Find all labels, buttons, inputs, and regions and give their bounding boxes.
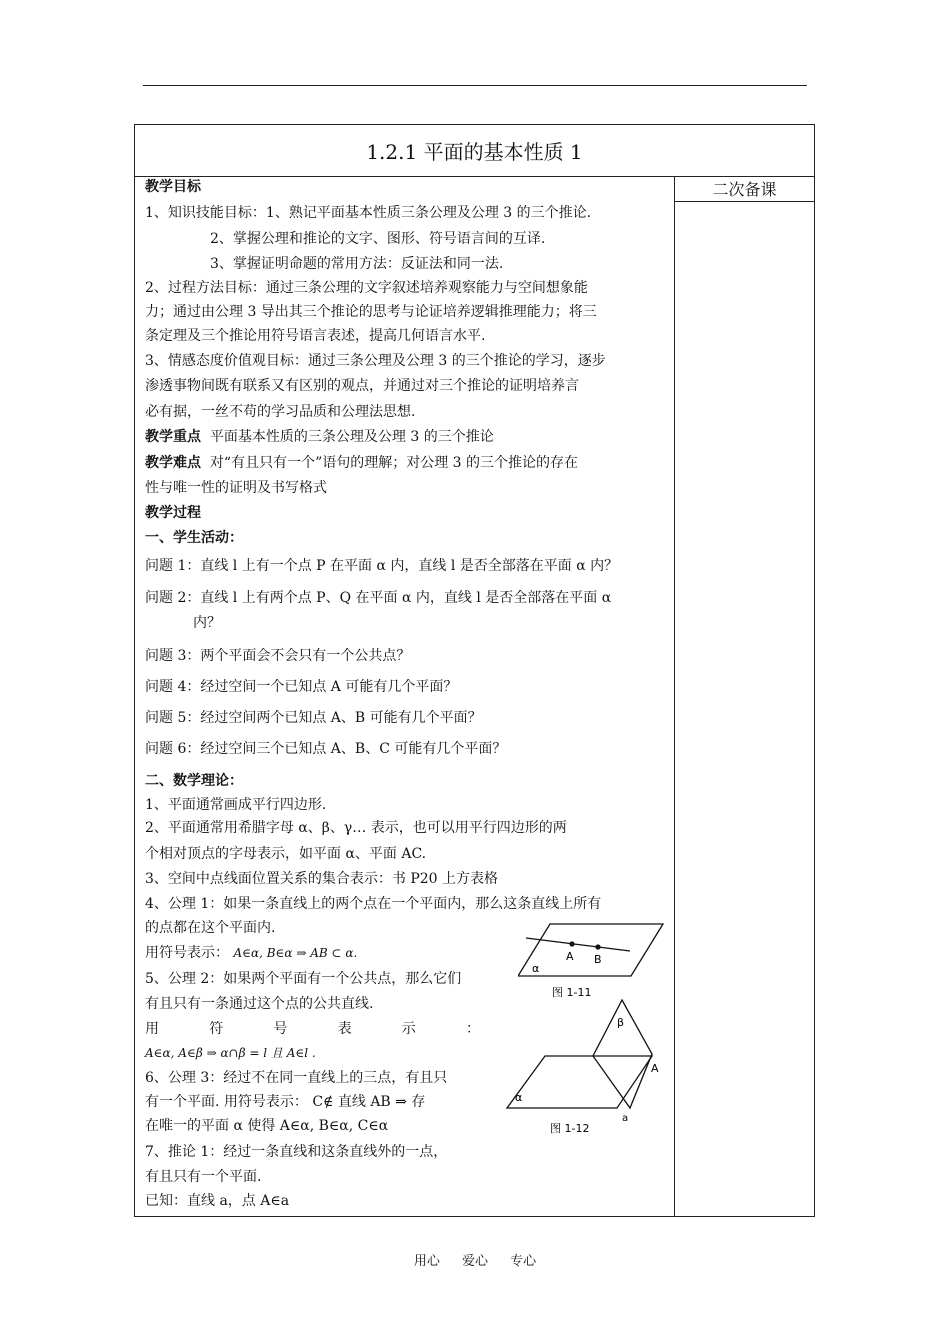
theory-1: 1、平面通常画成平行四边形. bbox=[145, 797, 327, 813]
question-3: 问题 3：两个平面会不会只有一个公共点？ bbox=[145, 648, 411, 664]
spread-char: 符 bbox=[209, 1021, 224, 1037]
theory-2-cont: 个相对顶点的字母表示，如平面 α、平面 AC. bbox=[145, 846, 427, 862]
goal-line-4: 2、过程方法目标：通过三条公理的文字叙述培养观察能力与空间想象能 bbox=[145, 280, 588, 296]
figure-1-12 bbox=[505, 998, 670, 1138]
axiom-3-cont-2: 在唯一的平面 α 使得 A∈α, B∈α, C∈α bbox=[145, 1118, 389, 1134]
difficulty-label: 教学难点 bbox=[145, 455, 201, 471]
goal-line-5: 力；通过由公理 3 导出其三个推论的思考与论证培养逻辑推理能力；将三 bbox=[145, 304, 597, 320]
spread-char: 表 bbox=[337, 1021, 352, 1037]
caption: 图 1-12 bbox=[550, 1122, 590, 1135]
question-5: 问题 5：经过空间两个已知点 A、B 可能有几个平面？ bbox=[145, 710, 482, 726]
point-a bbox=[569, 941, 574, 946]
axiom2-symbol-expr: A∈α, A∈β ⇒ α∩β = l 且 A∈l . bbox=[145, 1046, 316, 1060]
theory-2: 2、平面通常用希腊字母 α、β、γ… 表示，也可以用平行四边形的两 bbox=[145, 820, 567, 836]
label-alpha: α bbox=[515, 1091, 523, 1104]
label-b: B bbox=[594, 953, 602, 966]
goal-line-6: 条定理及三个推论用符号语言表述，提高几何语言水平. bbox=[145, 328, 486, 344]
axiom-2: 5、公理 2：如果两个平面有一个公共点，那么它们 bbox=[145, 971, 462, 987]
axiom-3: 6、公理 3：经过不在同一直线上的三点，有且只 bbox=[145, 1070, 448, 1086]
goal-line-7: 3、情感态度价值观目标：通过三条公理及公理 3 的三个推论的学习，逐步 bbox=[145, 353, 606, 369]
axiom2-symbol-label bbox=[145, 1018, 480, 1040]
axiom-2-cont: 有且只有一条通过这个点的公共直线. bbox=[145, 996, 374, 1012]
axiom1-symbol-label: 用符号表示： bbox=[145, 945, 229, 961]
label-a: A bbox=[566, 950, 574, 963]
theory-3: 3、空间中点线面位置关系的集合表示：书 P20 上方表格 bbox=[145, 871, 499, 887]
column-divider bbox=[674, 176, 675, 1216]
plane-alpha bbox=[507, 1056, 652, 1108]
section-math-theory: 二、数学理论： bbox=[145, 773, 243, 789]
goal-line-1: 1、知识技能目标：1、熟记平面基本性质三条公理及公理 3 的三个推论. bbox=[145, 205, 592, 221]
point-b bbox=[595, 944, 600, 949]
difficulty-text: 对“有且只有一个”语句的理解；对公理 3 的三个推论的存在 bbox=[209, 455, 579, 471]
key-points bbox=[145, 426, 494, 448]
side-column-header: 二次备课 bbox=[675, 176, 814, 202]
caption: 图 1-11 bbox=[552, 986, 592, 999]
spread-char: 号 bbox=[273, 1021, 288, 1037]
figure-1-11 bbox=[518, 918, 668, 1000]
label-a-point: A bbox=[651, 1062, 659, 1075]
difficulty-line-1 bbox=[145, 452, 578, 474]
corollary-1: 7、推论 1：经过一条直线和这条直线外的一点， bbox=[145, 1144, 448, 1160]
page-footer: 用心 爱心 专心 bbox=[413, 1254, 537, 1269]
corollary-1-cont: 有且只有一个平面. bbox=[145, 1169, 262, 1185]
spread-char: ： bbox=[465, 1021, 480, 1037]
key-label: 教学重点 bbox=[145, 429, 201, 445]
theory-4-cont: 的点都在这个平面内. bbox=[145, 920, 276, 936]
page-title: 1.2.1 平面的基本性质 1 bbox=[135, 125, 814, 177]
label-beta: β bbox=[617, 1016, 625, 1029]
question-2: 问题 2：直线 l 上有两个点 P、Q 在平面 α 内，直线 l 是否全部落在平面 α bbox=[145, 590, 612, 606]
question-2-cont: 内？ bbox=[193, 615, 221, 631]
spread-char: 用 bbox=[145, 1021, 159, 1037]
question-4: 问题 4：经过空间一个已知点 A 可能有几个平面？ bbox=[145, 679, 458, 695]
line-ab bbox=[526, 938, 630, 951]
goals-heading: 教学目标 bbox=[145, 179, 201, 195]
axiom1-symbol-expr: A∈α, B∈α ⇒ AB ⊂ α. bbox=[233, 946, 358, 960]
corollary-1-given: 已知：直线 a，点 A∈a bbox=[145, 1193, 290, 1209]
axiom-3-cont: 有一个平面. 用符号表示： C∉ 直线 AB ⇒ 存 bbox=[145, 1094, 426, 1110]
plane-parallelogram bbox=[518, 924, 663, 976]
question-1: 问题 1：直线 l 上有一个点 P 在平面 α 内，直线 l 是否全部落在平面 α 内？ bbox=[145, 558, 619, 574]
process-heading: 教学过程 bbox=[145, 505, 201, 521]
goal-line-9: 必有据，一丝不苟的学习品质和公理法思想. bbox=[145, 404, 416, 420]
spread-char: 示 bbox=[401, 1021, 416, 1037]
question-6: 问题 6：经过空间三个已知点 A、B、C 可能有几个平面？ bbox=[145, 741, 507, 757]
difficulty-line-2: 性与唯一性的证明及书写格式 bbox=[145, 480, 327, 496]
label-alpha: α bbox=[532, 962, 540, 975]
header-rule bbox=[143, 85, 807, 86]
key-text: 平面基本性质的三条公理及公理 3 的三个推论 bbox=[209, 429, 494, 445]
goal-line-2: 2、掌握公理和推论的文字、图形、符号语言间的互译. bbox=[210, 231, 546, 247]
axiom1-symbol bbox=[145, 942, 357, 964]
section-student-activity: 一、学生活动： bbox=[145, 530, 243, 546]
goal-line-8: 渗透事物间既有联系又有区别的观点，并通过对三个推论的证明培养言 bbox=[145, 378, 579, 394]
goal-line-3: 3、掌握证明命题的常用方法：反证法和同一法. bbox=[210, 256, 504, 272]
theory-4: 4、公理 1：如果一条直线上的两个点在一个平面内，那么这条直线上所有 bbox=[145, 896, 602, 912]
label-a-line: a bbox=[622, 1113, 629, 1124]
